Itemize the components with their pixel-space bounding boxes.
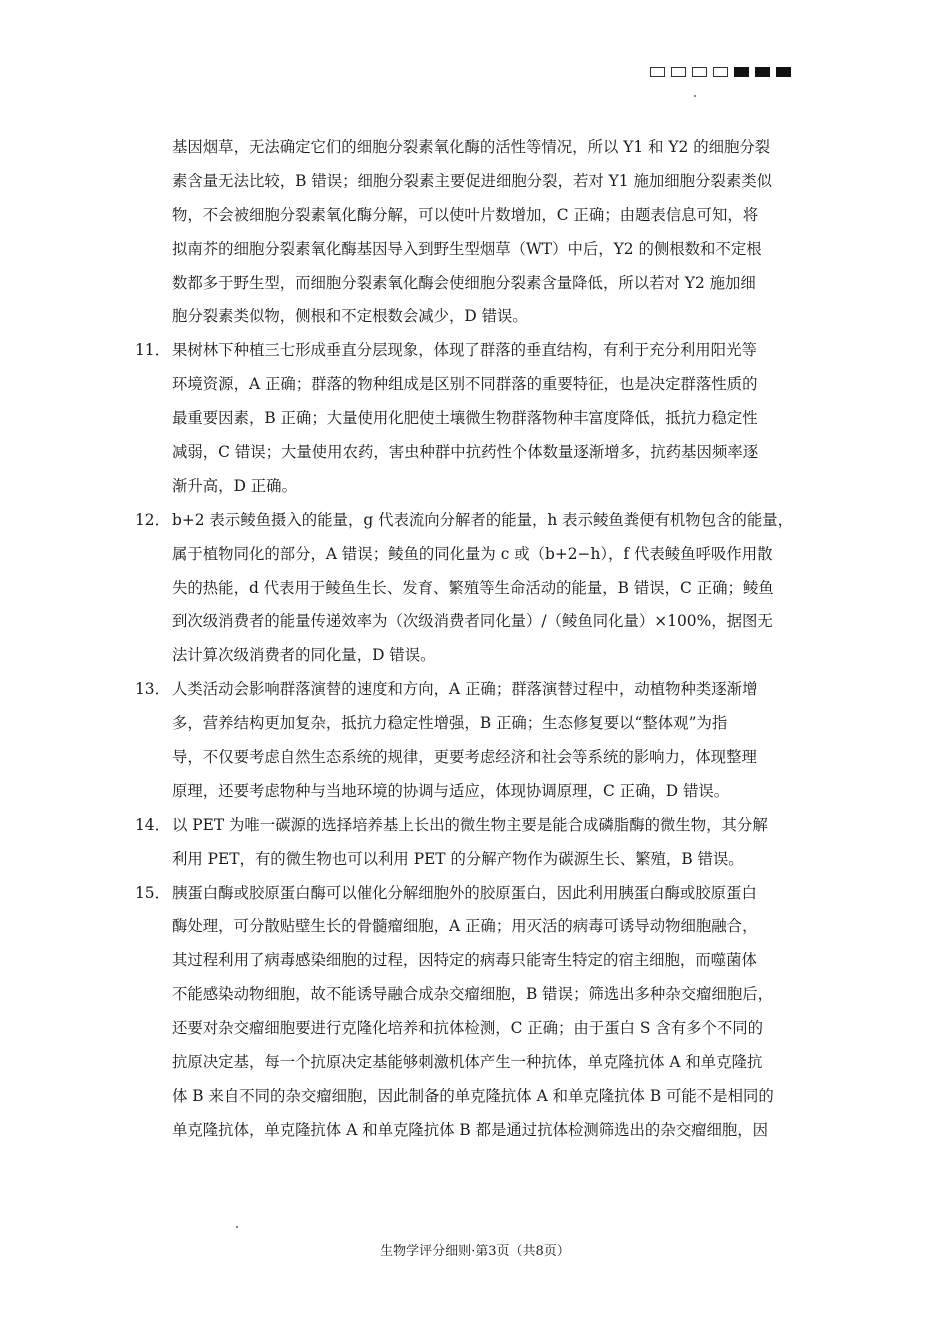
text-line: 以 PET 为唯一碳源的选择培养基上长出的微生物主要是能合成磷脂酶的微生物，其分解 — [172, 815, 768, 834]
text-line: 到次级消费者的能量传递效率为（次级消费者同化量）/（鲮鱼同化量）×100%，据图无 — [172, 612, 773, 631]
text-line: 物，不会被细胞分裂素氧化酶分解，可以使叶片数增加，C 正确；由题表信息可知，将 — [172, 205, 759, 224]
text-line: 不能感染动物细胞，故不能诱导融合成杂交瘤细胞，B 错误；筛选出多种杂交瘤细胞后， — [172, 985, 774, 1004]
text-line: 胞分裂素类似物，侧根和不定根数会减少，D 错误。 — [172, 307, 528, 326]
text-line: 拟南芥的细胞分裂素氧化酶基因导入到野生型烟草（WT）中后，Y2 的侧根数和不定根 — [172, 239, 762, 258]
question-number: 14． — [135, 815, 170, 834]
text-line: 体 B 来自不同的杂交瘤细胞，因此制备的单克隆抗体 A 和单克隆抗体 B 可能不是相同的 — [172, 1086, 774, 1105]
paragraph-q11 — [135, 334, 825, 503]
paragraph-q12 — [135, 504, 825, 673]
header-mark-solid — [734, 67, 749, 77]
text-line: b+2 表示鲮鱼摄入的能量，g 代表流向分解者的能量，h 表示鲮鱼粪便有机物包含的能量， — [172, 510, 794, 529]
header-mark-open — [713, 67, 728, 77]
paragraph-continued — [135, 131, 825, 334]
text-line: 基因烟草，无法确定它们的细胞分裂素氧化酶的活性等情况，所以 Y1 和 Y2 的细胞分裂 — [172, 138, 771, 156]
paragraph-q14 — [135, 809, 825, 877]
question-number: 15． — [135, 883, 170, 902]
scan-dot — [694, 95, 696, 97]
question-number: 13． — [135, 680, 170, 699]
scan-dot — [236, 1226, 238, 1228]
text-line: 数都多于野生型，而细胞分裂素氧化酶会使细胞分裂素含量降低，所以若对 Y2 施加细 — [172, 273, 756, 292]
text-line: 利用 PET，有的微生物也可以利用 PET 的分解产物作为碳源生长、繁殖，B 错误。 — [172, 849, 744, 868]
text-line: 减弱，C 错误；大量使用农药，害虫种群中抗药性个体数量逐渐增多，抗药基因频率逐 — [172, 443, 759, 462]
question-number: 12． — [135, 510, 170, 529]
text-line: 酶处理，可分散贴壁生长的骨髓瘤细胞，A 正确；用灭活的病毒可诱导动物细胞融合， — [172, 917, 758, 936]
text-line: 胰蛋白酶或胶原蛋白酶可以催化分解细胞外的胶原蛋白，因此利用胰蛋白酶或胶原蛋白 — [172, 883, 757, 902]
header-mark-solid — [755, 67, 770, 77]
header-marks — [650, 67, 791, 77]
answer-explanations — [135, 131, 825, 1148]
text-line: 果树林下种植三七形成垂直分层现象，体现了群落的垂直结构，有利于充分利用阳光等 — [172, 341, 757, 360]
text-line: 其过程利用了病毒感染细胞的过程，因特定的病毒只能寄生特定的宿主细胞，而噬菌体 — [172, 951, 757, 970]
header-mark-open — [671, 67, 686, 77]
text-line: 属于植物同化的部分，A 错误；鲮鱼的同化量为 c 或（b+2−h），f 代表鲮鱼呼吸作用散 — [172, 544, 773, 563]
header-mark-solid — [776, 67, 791, 77]
text-line: 多，营养结构更加复杂，抵抗力稳定性增强，B 正确；生态修复要以“整体观”为指 — [172, 714, 728, 733]
question-number: 11． — [135, 341, 170, 360]
text-line: 渐升高，D 正确。 — [172, 476, 297, 495]
text-line: 法计算次级消费者的同化量，D 错误。 — [172, 646, 436, 665]
text-line: 环境资源，A 正确；群落的物种组成是区别不同群落的重要特征，也是决定群落性质的 — [172, 375, 758, 394]
text-line: 素含量无法比较，B 错误；细胞分裂素主要促进细胞分裂，若对 Y1 施加细胞分裂素类似 — [172, 171, 773, 190]
text-line: 导，不仅要考虑自然生态系统的规律，更要考虑经济和社会等系统的影响力，体现整理 — [172, 748, 757, 767]
text-line: 单克隆抗体，单克隆抗体 A 和单克隆抗体 B 都是通过抗体检测筛选出的杂交瘤细胞，因 — [172, 1120, 769, 1139]
paragraph-q13 — [135, 673, 825, 809]
text-line: 原理，还要考虑物种与当地环境的协调与适应，体现协调原理，C 正确，D 错误。 — [172, 781, 730, 800]
text-line: 还要对杂交瘤细胞要进行克隆化培养和抗体检测，C 正确；由于蛋白 S 含有多个不同的 — [172, 1019, 764, 1038]
text-line: 失的热能，d 代表用于鲮鱼生长、发育、繁殖等生命活动的能量，B 错误，C 正确；鲮鱼 — [172, 578, 774, 597]
paragraph-q15 — [135, 877, 825, 1148]
page-footer: 生物学评分细则·第3页（共8页） — [380, 1244, 570, 1259]
text-line: 人类活动会影响群落演替的速度和方向，A 正确；群落演替过程中，动植物种类逐渐增 — [172, 680, 758, 699]
header-mark-open — [692, 67, 707, 77]
text-line: 抗原决定基，每一个抗原决定基能够刺激机体产生一种抗体，单克隆抗体 A 和单克隆抗 — [172, 1053, 763, 1072]
text-line: 最重要因素，B 正确；大量使用化肥使土壤微生物群落物种丰富度降低，抵抗力稳定性 — [172, 409, 758, 428]
header-mark-open — [650, 67, 665, 77]
